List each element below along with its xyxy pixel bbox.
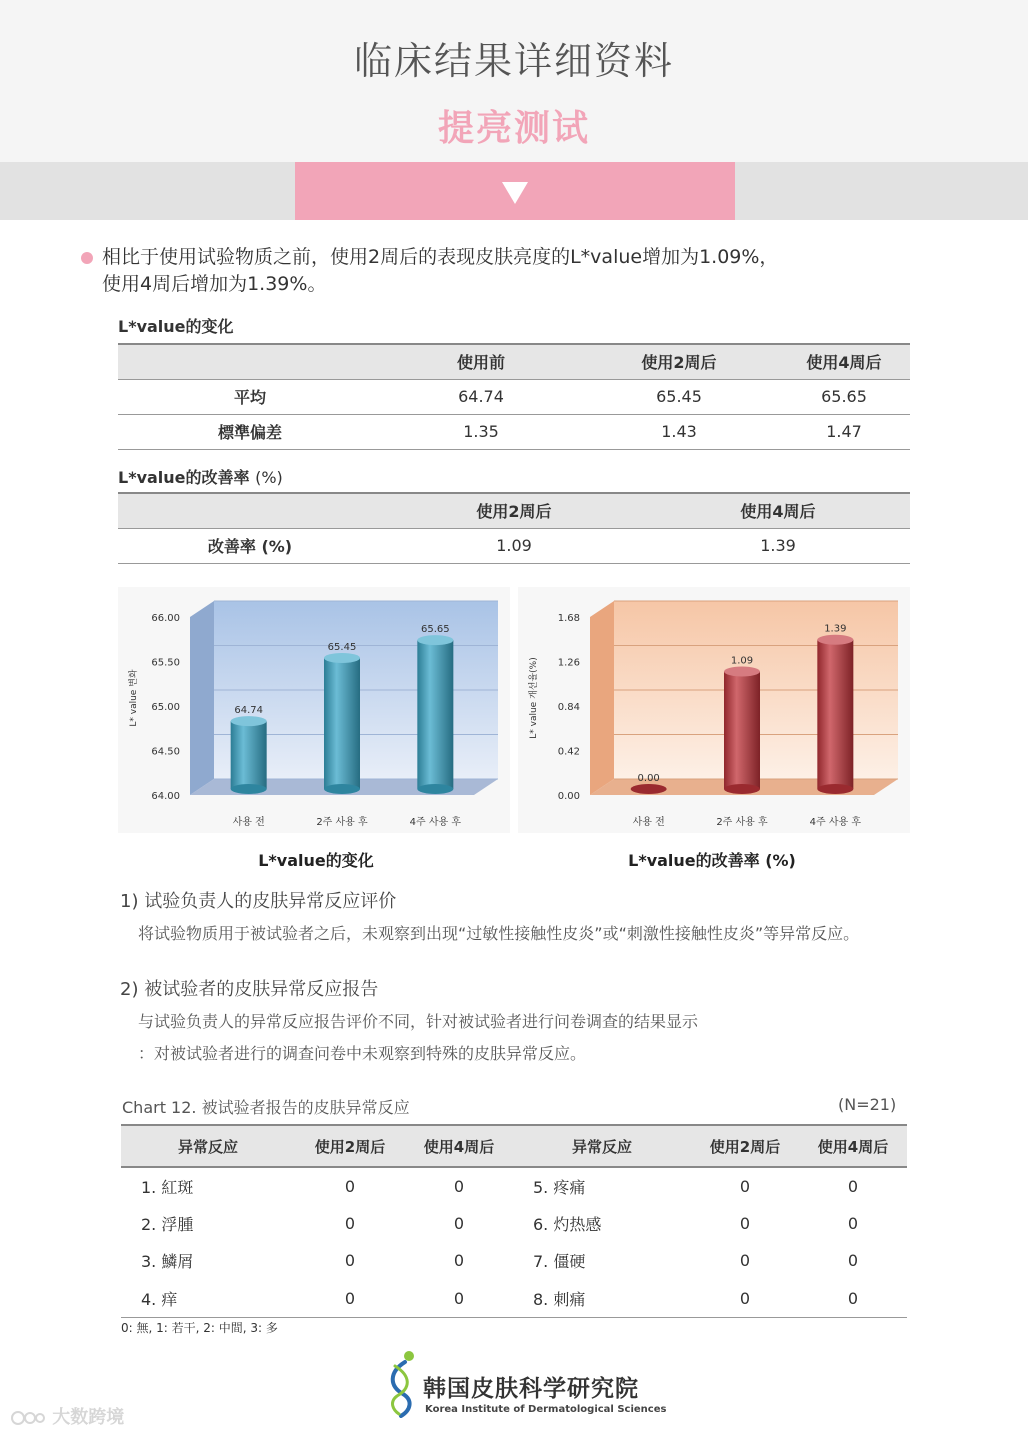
- table-cell: 0: [344, 1176, 356, 1196]
- reaction-name: 5. 疼痛: [533, 1177, 586, 1197]
- chart-side-wall: [590, 601, 614, 795]
- data-label: 0.00: [637, 773, 660, 784]
- table2-header: [118, 493, 382, 528]
- table-cell: 0: [453, 1176, 465, 1196]
- y-tick-label: 66.00: [151, 613, 180, 624]
- row-label: 標準偏差: [118, 414, 382, 449]
- watermark-logo-icon: [10, 1409, 46, 1427]
- chart-caption: L*value的改善率 (%): [628, 851, 796, 870]
- chart12-title: Chart 12. 被试验者报告的皮肤异常反应: [122, 1098, 410, 1117]
- table-cell: 0: [739, 1251, 751, 1271]
- page-subtitle: 提亮测试: [437, 108, 590, 149]
- table-cell: 0: [847, 1251, 859, 1271]
- table1-header: 使用2周后: [580, 344, 778, 379]
- improvement-rate-table: [118, 492, 910, 564]
- bar-base: [417, 784, 453, 794]
- reaction-name: 6. 灼热感: [533, 1214, 602, 1234]
- reaction-name: 2. 浮腫: [141, 1214, 194, 1234]
- table-cell: 0: [691, 1280, 799, 1318]
- down-triangle-icon: [502, 182, 528, 204]
- page-header: [0, 0, 1028, 162]
- y-axis-label: L* value 변화: [129, 669, 139, 727]
- watermark-text: 大数跨境: [52, 1407, 125, 1428]
- y-tick-label: 65.50: [151, 657, 180, 669]
- table-cell: 0: [799, 1280, 907, 1318]
- data-label: 64.74: [234, 705, 263, 717]
- y-tick-label: 65.00: [151, 702, 180, 713]
- reaction-name: 7. 僵硬: [533, 1252, 586, 1272]
- table-cell: 0: [739, 1176, 751, 1196]
- bar-base: [817, 784, 853, 794]
- table1-header: 使用4周后: [778, 344, 910, 379]
- data-label: 1.09: [730, 655, 754, 667]
- adv-header: 异常反应: [513, 1125, 691, 1167]
- y-tick-label: 0.84: [557, 702, 580, 713]
- table-cell: 1.47: [778, 414, 910, 449]
- table1-header: [118, 344, 382, 379]
- bar-base: [231, 784, 267, 794]
- section2-text-2: ：对被试验者进行的调查问卷中未观察到特殊的皮肤异常反应。: [138, 1044, 587, 1063]
- bar: [417, 640, 453, 789]
- bar-base: [631, 784, 667, 794]
- table-cell: 1.09: [382, 528, 646, 563]
- sample-size: (N=21): [838, 1095, 897, 1114]
- y-tick-label: 1.26: [557, 657, 580, 669]
- table-row: [121, 1205, 907, 1243]
- table-cell: 1.35: [382, 414, 580, 449]
- table-row: [118, 379, 910, 414]
- bar-top: [324, 653, 360, 663]
- chart-side-wall: [190, 601, 214, 795]
- table-cell: 0: [847, 1176, 859, 1196]
- intro-line-2: 使用4周后增加为1.39%。: [102, 273, 327, 295]
- row-label: 改善率 (%): [118, 528, 382, 563]
- dna-logo-icon: [385, 1350, 417, 1418]
- bar-base: [724, 784, 760, 794]
- reaction-name: 3. 鱗屑: [141, 1252, 194, 1272]
- bar: [231, 721, 267, 789]
- data-label: 65.65: [421, 624, 450, 636]
- bar-top: [724, 667, 760, 677]
- table-cell: 0: [405, 1280, 513, 1318]
- data-label: 1.39: [824, 623, 847, 635]
- table-cell: 64.74: [382, 379, 580, 414]
- y-tick-label: 1.68: [557, 613, 580, 624]
- adv-header: 异常反应: [121, 1125, 295, 1167]
- table1-header: 使用前: [382, 344, 580, 379]
- table-cell: 0: [739, 1213, 751, 1233]
- table-cell: 65.65: [778, 379, 910, 414]
- adverse-reaction-table: [121, 1124, 907, 1318]
- y-tick-label: 64.50: [151, 746, 180, 758]
- bar-top: [817, 635, 853, 645]
- adv-header: 使用4周后: [799, 1125, 907, 1167]
- x-tick-label: 사용 전: [232, 817, 265, 828]
- table2-header: 使用4周后: [646, 493, 910, 528]
- bar-base: [324, 784, 360, 794]
- reaction-name: 8. 刺痛: [513, 1280, 691, 1318]
- chart-caption: L*value的变化: [258, 851, 374, 870]
- x-tick-label: 4주 사용 후: [809, 817, 862, 828]
- x-tick-label: 사용 전: [632, 817, 665, 828]
- bar-top: [417, 635, 453, 645]
- table-cell: 0: [295, 1280, 405, 1318]
- intro-line-1: 相比于使用试验物质之前，使用2周后的表现皮肤亮度的L*value增加为1.09%，: [102, 246, 779, 268]
- y-tick-label: 0.42: [557, 746, 580, 758]
- intro-text: [102, 244, 822, 298]
- table-row: [118, 528, 910, 563]
- lvalue-change-chart: [118, 587, 510, 833]
- table-row: [121, 1280, 907, 1318]
- bar-top: [231, 716, 267, 726]
- table1-caption: L*value的变化: [118, 317, 234, 336]
- reaction-name: 4. 痒: [121, 1280, 295, 1318]
- chart-svg: [518, 587, 910, 833]
- bar: [324, 658, 360, 789]
- table-row: [118, 414, 910, 449]
- table-cell: 0: [344, 1213, 356, 1233]
- bar: [724, 672, 760, 789]
- x-tick-label: 2주 사용 후: [716, 817, 768, 828]
- table2-header: 使用2周后: [382, 493, 646, 528]
- reaction-name: 1. 紅斑: [141, 1177, 194, 1197]
- adv-header: 使用4周后: [405, 1125, 513, 1167]
- section2-text-1: 与试验负责人的异常反应报告评价不同，针对被试验者进行问卷调查的结果显示: [138, 1012, 699, 1031]
- watermark: [10, 1403, 124, 1429]
- table-cell: 1.43: [580, 414, 778, 449]
- page-title: 临床结果详细资料: [353, 39, 674, 83]
- section1-heading: 1) 试验负责人的皮肤异常反应评价: [120, 891, 397, 912]
- bar: [817, 640, 853, 789]
- table2-caption-suffix: (%): [255, 468, 283, 487]
- table2-caption: [118, 465, 283, 488]
- table-cell: 0: [847, 1213, 859, 1233]
- row-label: 平均: [118, 379, 382, 414]
- data-label: 65.45: [327, 641, 357, 653]
- table-cell: 0: [453, 1213, 465, 1233]
- chart-svg: [118, 587, 510, 833]
- lvalue-change-table: [118, 343, 910, 450]
- improvement-rate-chart: [518, 587, 910, 833]
- table2-caption-text: L*value的改善率: [118, 468, 250, 487]
- bullet-dot-icon: [81, 252, 93, 264]
- x-tick-label: 4주 사용 후: [409, 817, 462, 828]
- adv-header: 使用2周后: [295, 1125, 405, 1167]
- section1-text: 将试验物质用于被试验者之后，未观察到出现“过敏性接触性皮炎”或“刺激性接触性皮炎”等异常反应。: [138, 924, 860, 943]
- institute-name-en: Korea Institute of Dermatological Sciences: [425, 1404, 667, 1415]
- table-row: [121, 1242, 907, 1280]
- scale-note: 0: 無, 1: 若干, 2: 中間, 3: 多: [121, 1321, 278, 1335]
- x-tick-label: 2주 사용 후: [316, 817, 368, 828]
- institute-name-cn: 韩国皮肤科学研究院: [423, 1376, 639, 1402]
- section2-heading: 2) 被试验者的皮肤异常反应报告: [120, 979, 379, 1000]
- y-tick-label: 64.00: [151, 791, 180, 802]
- table-cell: 0: [453, 1251, 465, 1271]
- table-row: [121, 1167, 907, 1205]
- y-axis-label: L* value 개선율(%): [529, 657, 539, 739]
- table-cell: 0: [344, 1251, 356, 1271]
- adv-header: 使用2周后: [691, 1125, 799, 1167]
- y-tick-label: 0.00: [557, 791, 580, 802]
- table-cell: 1.39: [646, 528, 910, 563]
- table-cell: 65.45: [580, 379, 778, 414]
